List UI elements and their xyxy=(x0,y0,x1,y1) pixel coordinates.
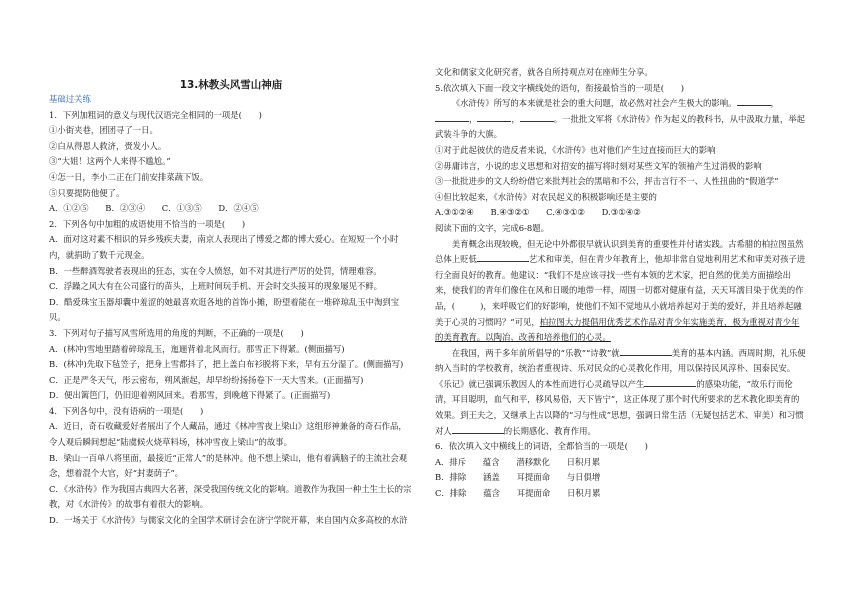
reading-paragraph-1: 美育概念出现较晚，但无论中外都很早就认识到美育的重要性并付诸实践。古希腊的柏拉图虽然总体上贬低 艺术和审美，但在青少年教育上，他却非常自觉地利用艺术和审美对孩子进行全面良好的教育。他建议：“我们不是应该寻找一些有本领的艺术家，把自然的优美方面描绘出来，使我们的青年们像住在风和日暖的地带一样，周围一切都对健康有益，天天耳濡目染于优美的作品，( )，来呼吸它们的好影响，使他们不知不觉地从小就培养起对于美的爱好，并且培养起融美于心灵的习惯吗？”可见，柏拉图大力提倡用优秀艺术作品对青少年实施美育，极为重视对青少年的美育教育。以陶冶、改善和培养他们的心灵。 xyxy=(435,238,806,343)
q3-option-a: A．(林冲)雪地里踏着碎琼乱玉，迤逦背着北风而行。那雪正下得紧。(侧面描写) xyxy=(49,343,345,354)
q1-item-2: ②白从得恩人救济，赍发小人。 xyxy=(49,140,167,151)
q1-item-4: ④怎一日，李小二正在门前安排菜蔬下饭。 xyxy=(49,171,209,182)
q3-option-d: D．便出篱笆门，仍旧迎着朔风回来。看那雪，到晚越下得紧了。(正面描写) xyxy=(49,390,331,401)
q4-option-a: A．近日，奇石收藏爱好者展出了个人藏品，通过《林冲雪夜上梁山》这组形神兼备的奇石作品，令人观后瞬间想起“陆虞候火烧草料场，林冲雪夜上梁山”的故事。 xyxy=(49,421,407,448)
q5-sentence-2: ②毋庸讳言，小说的忠义思想和对招安的描写将时刻对某些文军的领袖产生过消极的影响 xyxy=(435,160,762,171)
right-column xyxy=(435,65,807,502)
q2-option-c: C．浮躁之风大有在公司盛行的苗头，上班时间玩手机、开会时交头接耳的现象屡见不鲜。 xyxy=(49,281,383,292)
q5-options: A.③①②④ B.④③②① C.④③①② D.③①④② xyxy=(435,207,641,218)
q6-option-b: B．排除 涵盖 耳提面命 与日俱增 xyxy=(435,472,601,483)
q6-option-a: A．排斥 蕴含 潜移默化 日积月累 xyxy=(435,456,601,467)
q4-option-c: C．《水浒传》作为我国古典四大名著，深受我国传统文化的影响。道教作为我国一种土生土长的宗教，对《水浒传》的故事有着很大的影响。 xyxy=(49,483,412,510)
q5-sentence-3: ③一批批进步的文人纷纷借它来批判社会的黑暗和不公，抨击言行不一、人性扭曲的“假道学” xyxy=(435,176,779,187)
question-5: 5.依次填入下面一段文字横线处的语句，衔接最恰当的一项是( ) xyxy=(435,82,685,93)
q2-option-a: A．面对这对素不相识的异乡残疾夫妻，南京人表现出了博爱之都的博大爱心。在短短一个小时内，就捐助了数千元现金。 xyxy=(49,234,399,260)
q4-option-d-continued: 文化和儒家文化研究者，就各自所持观点对在座师生分享。 xyxy=(435,67,653,77)
section-heading: 基础过关练 xyxy=(49,94,91,104)
question-1: 1．下列加粗词的意义与现代汉语完全相同的一项是( ) xyxy=(49,109,262,120)
reading-paragraph-2: 在我国，两千多年前所倡导的“乐教”“诗教”就 美育的基本内涵。西周时期，礼乐便纳入当时的学校教育，统治者重视诗、乐对民众的心灵教化作用，用以保持民风淳朴、国泰民安。《乐记》就已强调乐教因人的本性而进行心灵疏导以产生 的感染功能，“故乐行而伦清，耳目聪明，血气和平，移风易俗，天下皆宁”，这正体现了那个时代所要求的艺术教化即美育的效果。到王夫之，又继承上古以降的“习与性成”思想，强调日常生活（无疑包括艺术、审美）和习惯对人 的长期感化、教育作用。 xyxy=(435,347,806,436)
q1-item-1: ①小街夹巷，团团寻了一日。 xyxy=(49,125,158,136)
q1-item-3: ③“大姐！这两个人来得不尴尬。” xyxy=(49,156,171,167)
question-2: 2．下列各句中加粗的成语使用不恰当的一项是( ) xyxy=(49,218,246,229)
q5-sentence-4: ④但比较起来，《水浒传》对农民起义的积极影响还是主要的 xyxy=(435,191,657,202)
question-3: 3．下列对句子描写风雪所选用的角度的判断，不正确的一项是( ) xyxy=(49,327,304,338)
question-6: 6．依次填入文中横线上的词语，全都恰当的一项是( ) xyxy=(435,441,648,452)
question-4: 4．下列各句中，没有语病的一项是( ) xyxy=(49,405,204,416)
q3-option-c: C．正是严冬天气，彤云密布，朔风渐起，却早纷纷扬扬卷下一天大雪来。(正面描写) xyxy=(49,374,364,385)
q4-option-b: B．梁山一百单八将里面，最接近“正常人”的是林冲。他不想上梁山，他有着满脑子的主流社会观念，想着混个大官，好“封妻荫子”。 xyxy=(49,452,408,479)
q5-passage: 《水浒传》所写的本来就是社会的重大问题，故必然对社会产生极大的影响。 ，， ， 。一批批文军将《水浒传》作为起义的教科书，从中汲取力量，举起武装斗争的大旗。 xyxy=(435,98,805,140)
q1-options: A．①②⑤ B．②③④ C．①③⑤ D．②④⑤ xyxy=(49,203,259,214)
q1-item-5: ⑤只要提防他便了。 xyxy=(49,187,125,198)
q3-option-b: B．(林冲)先取下毡笠子，把身上雪都抖了，把上盖白布衫脱将下来，早有五分湿了。(侧面描写) xyxy=(49,359,404,370)
q4-option-d: D．一场关于《水浒传》与儒家文化的全国学术研讨会在济宁学院开幕，来自国内众多高校的水浒 xyxy=(49,515,408,526)
q2-option-b: B．一些醉酒驾驶者表现出的狂态，实在令人愤怒，如不对其进行严厉的处罚，情理难容。 xyxy=(49,265,382,276)
q2-option-d: D．酷爱珠宝玉器却囊中羞涩的她最喜欢逛各地的首饰小摊，盼望着能在一堆碎琼乱玉中淘到宝贝。 xyxy=(49,296,400,323)
page-title: 13.林教头风雪山神庙 xyxy=(179,79,283,91)
q6-option-c: C．排除 蕴含 耳提面命 日积月累 xyxy=(435,488,601,499)
q5-sentence-1: ①对于此起彼伏的造反者来说，《水浒传》也对他们产生过直接而巨大的影响 xyxy=(435,144,716,155)
left-column xyxy=(49,92,413,529)
reading-instruction: 阅读下面的文字，完成6-8题。 xyxy=(435,222,549,233)
